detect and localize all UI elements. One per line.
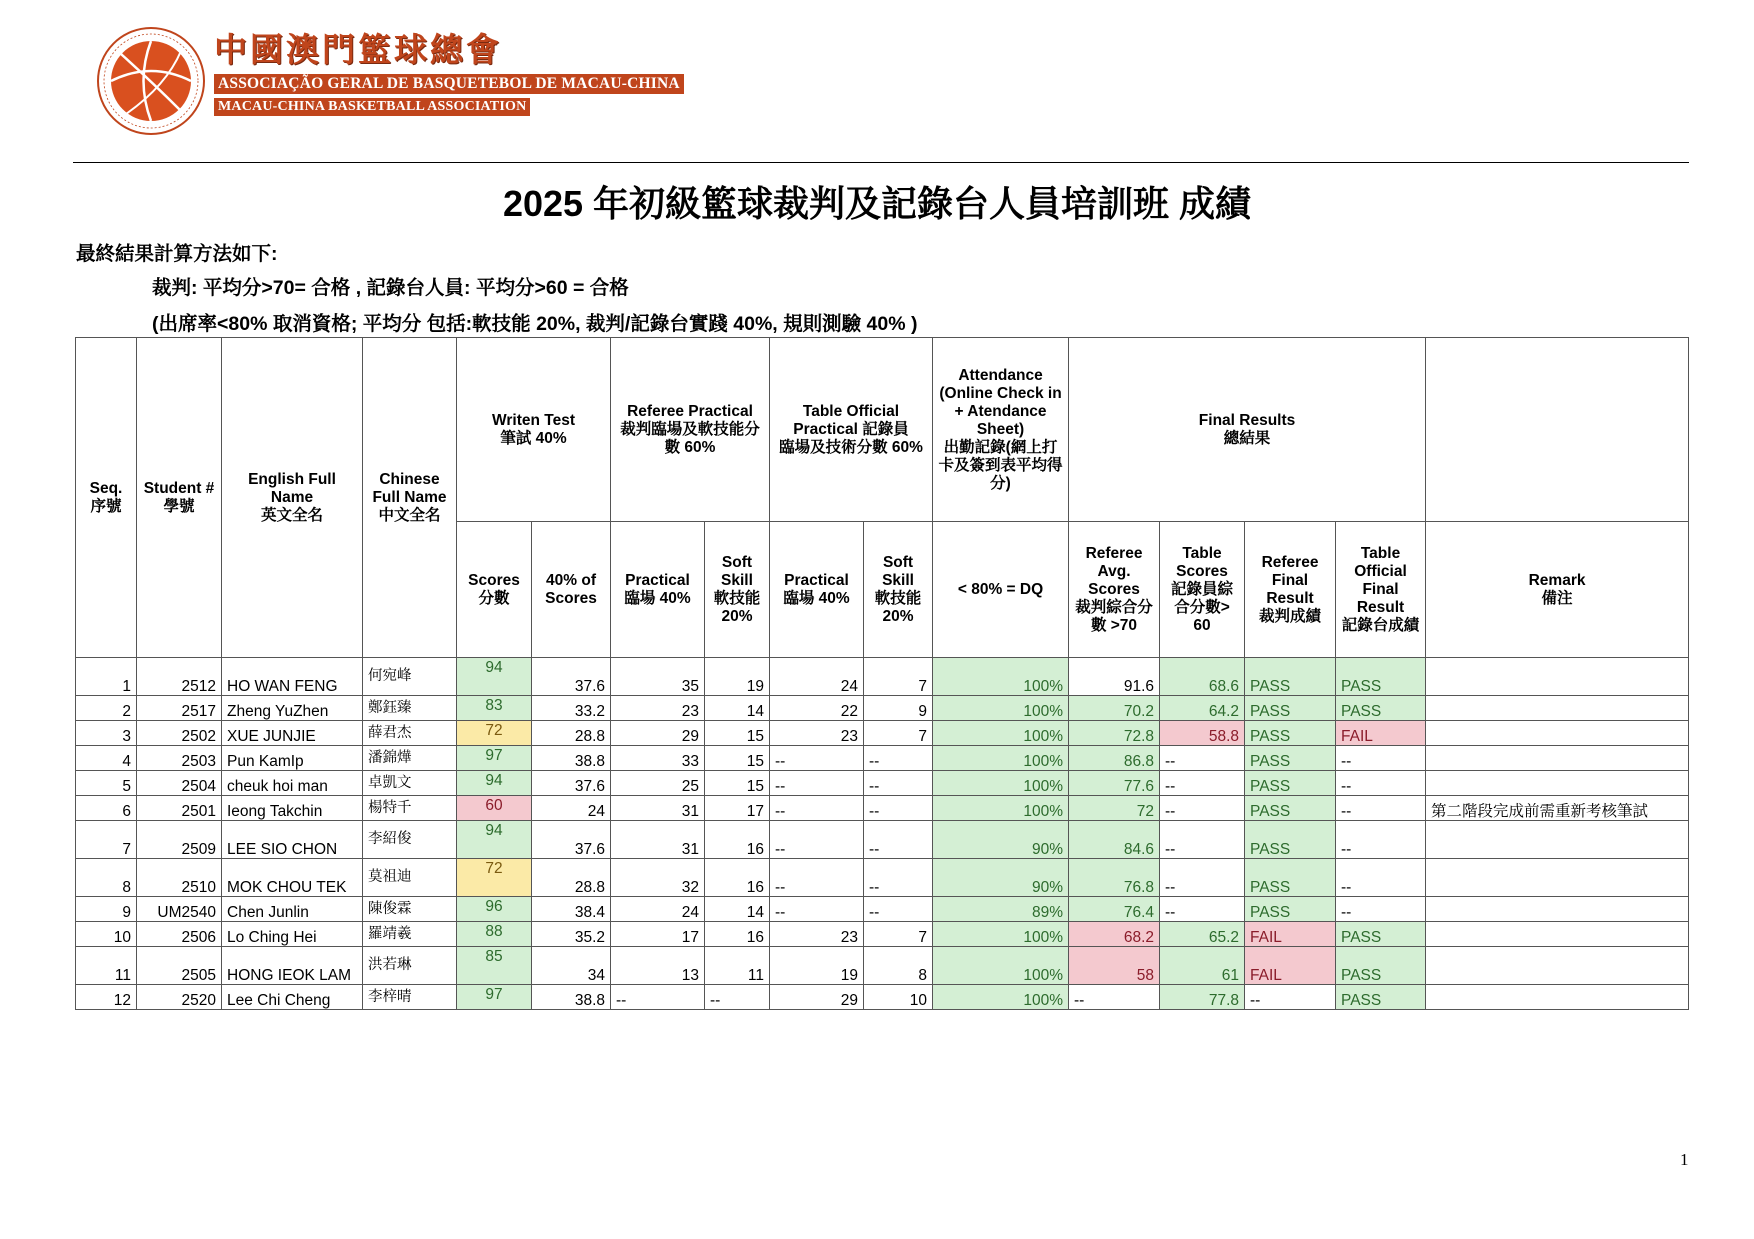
referee-practical-cell: --	[611, 985, 705, 1010]
remark-cell	[1426, 658, 1689, 696]
referee-avg-cell: 72.8	[1069, 721, 1160, 746]
org-header	[214, 30, 684, 116]
referee-final-cell: PASS	[1245, 897, 1336, 922]
org-name-pt: ASSOCIAÇÃO GERAL DE BASQUETEBOL DE MACAU-CHINA	[214, 74, 684, 94]
student-id-cell: 2512	[137, 658, 222, 696]
seq-cell: 5	[76, 771, 137, 796]
written-score-cell: 96	[457, 897, 532, 922]
table-soft-cell: 7	[864, 721, 933, 746]
written-pct-cell: 37.6	[532, 771, 611, 796]
written-pct-cell: 38.4	[532, 897, 611, 922]
student-id-cell: 2506	[137, 922, 222, 947]
table-final-cell: --	[1336, 746, 1426, 771]
referee-soft-cell: 15	[705, 746, 770, 771]
referee-avg-cell: 86.8	[1069, 746, 1160, 771]
student-id-cell: 2510	[137, 859, 222, 897]
table-score-cell: --	[1160, 746, 1245, 771]
table-practical-cell: --	[770, 859, 864, 897]
referee-final-cell: PASS	[1245, 721, 1336, 746]
written-pct-cell: 35.2	[532, 922, 611, 947]
chinese-name-cell: 李梓晴	[363, 985, 457, 1010]
seq-cell: 8	[76, 859, 137, 897]
referee-soft-cell: 16	[705, 859, 770, 897]
written-pct-cell: 34	[532, 947, 611, 985]
written-score-cell: 72	[457, 721, 532, 746]
association-logo-icon	[96, 26, 206, 136]
student-id-cell: 2517	[137, 696, 222, 721]
written-score-cell: 94	[457, 771, 532, 796]
table-final-cell: PASS	[1336, 922, 1426, 947]
header-referee-avg: Referee Avg. Scores 裁判綜合分數 >70	[1069, 522, 1160, 658]
table-score-cell: 68.6	[1160, 658, 1245, 696]
header-blank	[1426, 338, 1689, 522]
english-name-cell: Pun KamIp	[222, 746, 363, 771]
header-soft-skill: Soft Skill 軟技能 20%	[705, 522, 770, 658]
table-final-cell: PASS	[1336, 947, 1426, 985]
results-table	[75, 337, 1689, 1010]
table-soft-cell: 8	[864, 947, 933, 985]
table-row	[76, 985, 1689, 1010]
table-row	[76, 696, 1689, 721]
chinese-name-cell: 羅靖羲	[363, 922, 457, 947]
table-final-cell: --	[1336, 859, 1426, 897]
chinese-name-cell: 卓凱文	[363, 771, 457, 796]
seq-cell: 4	[76, 746, 137, 771]
seq-cell: 7	[76, 821, 137, 859]
written-pct-cell: 33.2	[532, 696, 611, 721]
written-pct-cell: 38.8	[532, 746, 611, 771]
referee-practical-cell: 17	[611, 922, 705, 947]
header-practical: Practical 臨場 40%	[611, 522, 705, 658]
table-final-cell: PASS	[1336, 985, 1426, 1010]
referee-final-cell: PASS	[1245, 746, 1336, 771]
table-final-cell: --	[1336, 897, 1426, 922]
header-referee-final: Referee Final Result 裁判成績	[1245, 522, 1336, 658]
referee-practical-cell: 33	[611, 746, 705, 771]
table-soft-cell: --	[864, 821, 933, 859]
written-pct-cell: 37.6	[532, 821, 611, 859]
written-pct-cell: 37.6	[532, 658, 611, 696]
referee-practical-cell: 31	[611, 796, 705, 821]
referee-avg-cell: 76.4	[1069, 897, 1160, 922]
table-score-cell: --	[1160, 796, 1245, 821]
table-practical-cell: 19	[770, 947, 864, 985]
chinese-name-cell: 何宛峰	[363, 658, 457, 696]
table-score-cell: --	[1160, 859, 1245, 897]
table-score-cell: 58.8	[1160, 721, 1245, 746]
table-score-cell: --	[1160, 897, 1245, 922]
english-name-cell: XUE JUNJIE	[222, 721, 363, 746]
referee-final-cell: PASS	[1245, 658, 1336, 696]
written-score-cell: 85	[457, 947, 532, 985]
table-practical-cell: 24	[770, 658, 864, 696]
written-score-cell: 97	[457, 985, 532, 1010]
remark-cell	[1426, 721, 1689, 746]
referee-soft-cell: 14	[705, 897, 770, 922]
table-row	[76, 859, 1689, 897]
remark-cell	[1426, 696, 1689, 721]
referee-avg-cell: 76.8	[1069, 859, 1160, 897]
referee-soft-cell: 15	[705, 771, 770, 796]
referee-soft-cell: 16	[705, 922, 770, 947]
table-score-cell: 65.2	[1160, 922, 1245, 947]
pass-criteria-note: 裁判: 平均分>70= 合格 , 記錄台人員: 平均分>60 = 合格	[152, 277, 629, 299]
referee-practical-cell: 35	[611, 658, 705, 696]
table-score-cell: --	[1160, 821, 1245, 859]
attendance-cell: 89%	[933, 897, 1069, 922]
attendance-cell: 100%	[933, 796, 1069, 821]
referee-avg-cell: 84.6	[1069, 821, 1160, 859]
attendance-cell: 90%	[933, 821, 1069, 859]
table-soft-cell: 9	[864, 696, 933, 721]
header-table-practical-sub: Practical 臨場 40%	[770, 522, 864, 658]
chinese-name-cell: 李紹俊	[363, 821, 457, 859]
calc-method-heading: 最終結果計算方法如下:	[76, 243, 278, 265]
table-practical-cell: 22	[770, 696, 864, 721]
org-name-zh: 中國澳門籃球總會	[214, 30, 502, 69]
header-pct40: 40% of Scores	[532, 522, 611, 658]
table-row	[76, 897, 1689, 922]
table-practical-cell: 29	[770, 985, 864, 1010]
referee-final-cell: PASS	[1245, 696, 1336, 721]
header-final-results: Final Results 總結果	[1069, 338, 1426, 522]
referee-soft-cell: --	[705, 985, 770, 1010]
table-final-cell: FAIL	[1336, 721, 1426, 746]
header-attendance: Attendance (Online Check in + Atendance Sheet) 出勤記錄(網上打卡及簽到表平均得分)	[933, 338, 1069, 522]
header-scores: Scores 分數	[457, 522, 532, 658]
referee-final-cell: --	[1245, 985, 1336, 1010]
written-score-cell: 94	[457, 658, 532, 696]
page-number: 1	[1680, 1150, 1689, 1169]
table-soft-cell: --	[864, 746, 933, 771]
table-soft-cell: --	[864, 771, 933, 796]
written-pct-cell: 38.8	[532, 985, 611, 1010]
seq-cell: 2	[76, 696, 137, 721]
remark-cell	[1426, 985, 1689, 1010]
header-table-scores: Table Scores 記錄員綜合分數> 60	[1160, 522, 1245, 658]
table-row	[76, 821, 1689, 859]
written-score-cell: 97	[457, 746, 532, 771]
header-chinese-name: Chinese Full Name 中文全名	[363, 338, 457, 658]
table-row	[76, 721, 1689, 746]
header-table-practical: Table Official Practical 記錄員 臨場及技術分數 60%	[770, 338, 933, 522]
seq-cell: 10	[76, 922, 137, 947]
written-score-cell: 60	[457, 796, 532, 821]
remark-cell: 第二階段完成前需重新考核筆試	[1426, 796, 1689, 821]
table-practical-cell: 23	[770, 721, 864, 746]
written-score-cell: 88	[457, 922, 532, 947]
seq-cell: 6	[76, 796, 137, 821]
table-score-cell: 64.2	[1160, 696, 1245, 721]
chinese-name-cell: 莫祖迪	[363, 859, 457, 897]
referee-avg-cell: 77.6	[1069, 771, 1160, 796]
table-score-cell: --	[1160, 771, 1245, 796]
attendance-cell: 100%	[933, 746, 1069, 771]
referee-practical-cell: 31	[611, 821, 705, 859]
remark-cell	[1426, 746, 1689, 771]
referee-avg-cell: --	[1069, 985, 1160, 1010]
attendance-cell: 100%	[933, 947, 1069, 985]
chinese-name-cell: 楊特千	[363, 796, 457, 821]
english-name-cell: Lee Chi Cheng	[222, 985, 363, 1010]
table-row	[76, 771, 1689, 796]
attendance-cell: 100%	[933, 721, 1069, 746]
table-score-cell: 61	[1160, 947, 1245, 985]
table-row	[76, 746, 1689, 771]
table-practical-cell: --	[770, 746, 864, 771]
header-referee-practical: Referee Practical 裁判臨場及軟技能分數 60%	[611, 338, 770, 522]
table-practical-cell: 23	[770, 922, 864, 947]
student-id-cell: UM2540	[137, 897, 222, 922]
student-id-cell: 2504	[137, 771, 222, 796]
table-practical-cell: --	[770, 771, 864, 796]
referee-practical-cell: 24	[611, 897, 705, 922]
attendance-cell: 100%	[933, 922, 1069, 947]
remark-cell	[1426, 771, 1689, 796]
seq-cell: 12	[76, 985, 137, 1010]
header-divider	[73, 162, 1689, 163]
table-final-cell: --	[1336, 821, 1426, 859]
english-name-cell: cheuk hoi man	[222, 771, 363, 796]
header-remark: Remark 備注	[1426, 522, 1689, 658]
attendance-cell: 90%	[933, 859, 1069, 897]
weighting-note: (出席率<80% 取消資格; 平均分 包括:軟技能 20%, 裁判/記錄台實踐 40%, 規則測驗 40% )	[152, 313, 918, 335]
written-score-cell: 83	[457, 696, 532, 721]
referee-final-cell: FAIL	[1245, 947, 1336, 985]
referee-avg-cell: 58	[1069, 947, 1160, 985]
referee-practical-cell: 13	[611, 947, 705, 985]
english-name-cell: HO WAN FENG	[222, 658, 363, 696]
referee-soft-cell: 11	[705, 947, 770, 985]
table-soft-cell: --	[864, 897, 933, 922]
table-practical-cell: --	[770, 897, 864, 922]
referee-avg-cell: 72	[1069, 796, 1160, 821]
written-score-cell: 72	[457, 859, 532, 897]
attendance-cell: 100%	[933, 985, 1069, 1010]
referee-practical-cell: 23	[611, 696, 705, 721]
header-english-name: English Full Name 英文全名	[222, 338, 363, 658]
table-practical-cell: --	[770, 796, 864, 821]
table-final-cell: --	[1336, 771, 1426, 796]
english-name-cell: Chen Junlin	[222, 897, 363, 922]
referee-practical-cell: 32	[611, 859, 705, 897]
table-soft-cell: --	[864, 796, 933, 821]
table-score-cell: 77.8	[1160, 985, 1245, 1010]
table-row	[76, 947, 1689, 985]
attendance-cell: 100%	[933, 658, 1069, 696]
written-pct-cell: 28.8	[532, 859, 611, 897]
table-soft-cell: 10	[864, 985, 933, 1010]
student-id-cell: 2502	[137, 721, 222, 746]
page-title: 2025 年初級籃球裁判及記錄台人員培訓班 成績	[502, 183, 1252, 224]
seq-cell: 9	[76, 897, 137, 922]
seq-cell: 11	[76, 947, 137, 985]
header-seq: Seq. 序號	[76, 338, 137, 658]
header-written-test: Writen Test 筆試 40%	[457, 338, 611, 522]
remark-cell	[1426, 947, 1689, 985]
seq-cell: 3	[76, 721, 137, 746]
referee-practical-cell: 29	[611, 721, 705, 746]
student-id-cell: 2503	[137, 746, 222, 771]
english-name-cell: Lo Ching Hei	[222, 922, 363, 947]
referee-soft-cell: 16	[705, 821, 770, 859]
referee-soft-cell: 15	[705, 721, 770, 746]
student-id-cell: 2520	[137, 985, 222, 1010]
written-pct-cell: 28.8	[532, 721, 611, 746]
attendance-cell: 100%	[933, 696, 1069, 721]
table-final-cell: --	[1336, 796, 1426, 821]
remark-cell	[1426, 897, 1689, 922]
attendance-cell: 100%	[933, 771, 1069, 796]
referee-avg-cell: 91.6	[1069, 658, 1160, 696]
table-soft-cell: --	[864, 859, 933, 897]
referee-soft-cell: 14	[705, 696, 770, 721]
table-row	[76, 922, 1689, 947]
referee-final-cell: PASS	[1245, 859, 1336, 897]
table-soft-cell: 7	[864, 658, 933, 696]
chinese-name-cell: 薛君杰	[363, 721, 457, 746]
chinese-name-cell: 洪若琳	[363, 947, 457, 985]
remark-cell	[1426, 821, 1689, 859]
referee-final-cell: FAIL	[1245, 922, 1336, 947]
referee-practical-cell: 25	[611, 771, 705, 796]
chinese-name-cell: 陳俊霖	[363, 897, 457, 922]
referee-final-cell: PASS	[1245, 821, 1336, 859]
seq-cell: 1	[76, 658, 137, 696]
remark-cell	[1426, 922, 1689, 947]
chinese-name-cell: 鄭鈺臻	[363, 696, 457, 721]
table-row	[76, 796, 1689, 821]
english-name-cell: Zheng YuZhen	[222, 696, 363, 721]
english-name-cell: LEE SIO CHON	[222, 821, 363, 859]
student-id-cell: 2501	[137, 796, 222, 821]
table-soft-cell: 7	[864, 922, 933, 947]
referee-avg-cell: 68.2	[1069, 922, 1160, 947]
referee-final-cell: PASS	[1245, 771, 1336, 796]
english-name-cell: MOK CHOU TEK	[222, 859, 363, 897]
header-student: Student # 學號	[137, 338, 222, 658]
table-final-cell: PASS	[1336, 658, 1426, 696]
referee-final-cell: PASS	[1245, 796, 1336, 821]
table-final-cell: PASS	[1336, 696, 1426, 721]
header-table-final: Table Official Final Result 記錄台成績	[1336, 522, 1426, 658]
referee-avg-cell: 70.2	[1069, 696, 1160, 721]
chinese-name-cell: 潘錦燁	[363, 746, 457, 771]
student-id-cell: 2505	[137, 947, 222, 985]
header-table-soft-skill: Soft Skill 軟技能 20%	[864, 522, 933, 658]
header-dq: < 80% = DQ	[933, 522, 1069, 658]
table-practical-cell: --	[770, 821, 864, 859]
referee-soft-cell: 19	[705, 658, 770, 696]
referee-soft-cell: 17	[705, 796, 770, 821]
table-row	[76, 658, 1689, 696]
org-name-en: MACAU-CHINA BASKETBALL ASSOCIATION	[214, 98, 530, 116]
student-id-cell: 2509	[137, 821, 222, 859]
remark-cell	[1426, 859, 1689, 897]
english-name-cell: Ieong Takchin	[222, 796, 363, 821]
written-score-cell: 94	[457, 821, 532, 859]
english-name-cell: HONG IEOK LAM	[222, 947, 363, 985]
written-pct-cell: 24	[532, 796, 611, 821]
